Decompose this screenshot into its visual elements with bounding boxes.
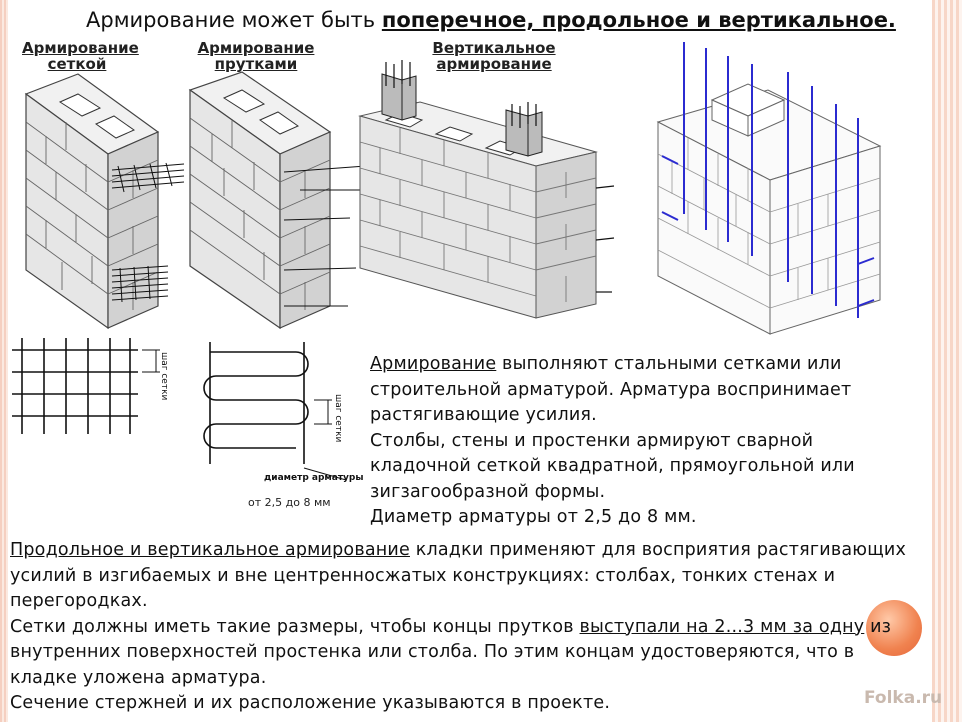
bottom-text-block: Продольное и вертикальное армирование кладки применяют для восприятия растягивающих усилий в изгибаемых и вне центренносжатых конструкциях: столбах, тонких стенах и перегородках. Сетки должны иметь такие размеры, чтобы концы прутков выступали на 2...3 мм за одну из внутренних поверхностей простенка или столба. По этим концам удостоверяются, что в кладке уложена арматура. Сечение стержней и их расположение указываются в проекте. <box>10 540 907 713</box>
diameter-label: диаметр арматуры <box>264 473 364 483</box>
wall-vertical-illustration <box>356 56 618 338</box>
zigzag-diagram <box>196 334 372 494</box>
wall-blue-rebar-illustration <box>648 34 888 340</box>
mesh-diagram <box>10 334 190 440</box>
slide <box>8 0 932 722</box>
wall-mesh-illustration <box>8 70 188 332</box>
left-border <box>0 0 8 722</box>
diameter-range: от 2,5 до 8 мм <box>248 496 331 509</box>
title-emphasis: поперечное, продольное и вертикальное. <box>381 8 896 32</box>
right-text-block: Армирование выполняют стальными сетками или строительной арматурой. Арматура воспринимает растягивающие усилия. Столбы, стены и простенки армируют сварной кладочной сеткой квадратной, прямоугольной или зигзагообразной формы. Диаметр арматуры от 2,5 до 8 мм. <box>370 354 855 527</box>
wall-rods-illustration <box>180 70 370 332</box>
right-border <box>932 0 962 722</box>
zigzag-step-text: шаг сетки <box>333 394 343 443</box>
label-vertical: Вертикальное армирование <box>432 39 556 73</box>
label-mesh: Армирование сеткой <box>22 39 139 73</box>
mesh-step-text: шаг сетки <box>159 352 169 401</box>
slide-title: Армирование может быть поперечное, продольное и вертикальное. <box>86 8 896 32</box>
label-rods: Армирование прутками <box>197 39 315 73</box>
watermark: Folka.ru <box>864 688 943 708</box>
